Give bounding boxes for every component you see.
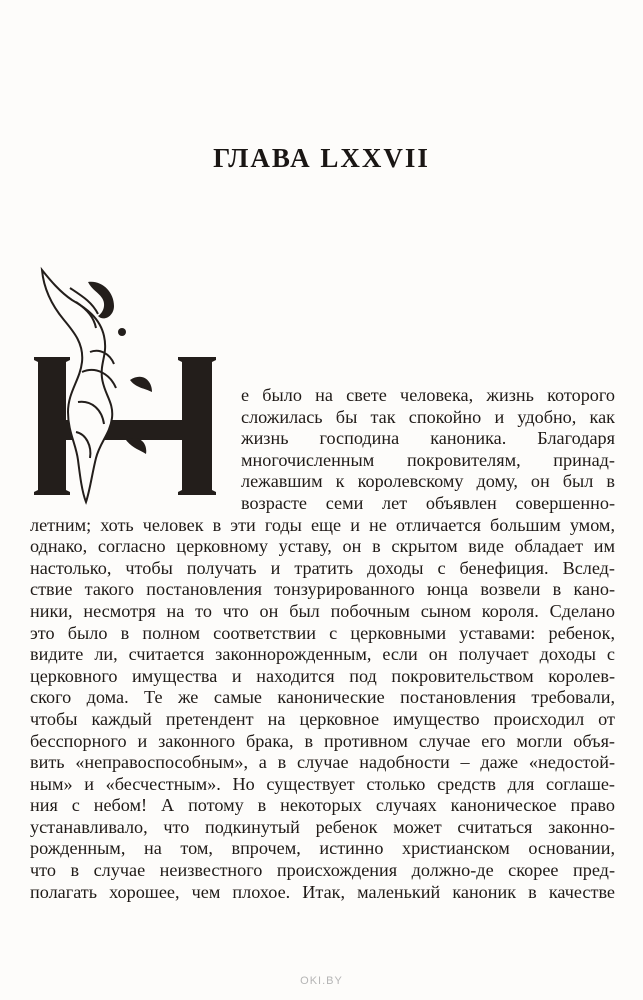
text-line: ния с небом! А потому в некоторых случаях каноническое право [30, 795, 615, 816]
text-line: что в случае неизвестного происхождения должно-де скорее пред- [30, 860, 615, 881]
text-line: многочисленным покровителям, принад- [241, 449, 615, 470]
text-line: е было на свете человека, жизнь которого [241, 385, 615, 405]
text-line: жизнь господина каноника. Благодаря [241, 428, 615, 449]
text-line: бесспорного и законного брака, в противном случае его могли объя- [30, 730, 615, 751]
text-line: это было в полном соответствии с церковными уставами: ребенок, [30, 622, 615, 643]
text-line: ствие такого постановления тонзурированного юнца возвели в кано- [30, 579, 615, 600]
text-line: летним; хоть человек в эти годы еще и не отличается большим умом, [30, 514, 615, 535]
text-line: ники, несмотря на то что он был побочным сыном короля. Сделано [30, 600, 615, 621]
text-line: чтобы каждый претендент на церковное имущество происходил от [30, 708, 615, 729]
watermark: OKI.BY [300, 975, 343, 987]
text-line: однако, согласно церковному уставу, он в скрытом виде обладает им [30, 536, 615, 557]
text-line: устанавливало, что подкинутый ребенок может считаться законно- [30, 816, 615, 837]
text-line: рожденным, на том, впрочем, истинно христианском основании, [30, 838, 615, 859]
text-line: ным» и «бесчестным». Но существует столько средств для соглаше- [30, 773, 615, 794]
text-line: возрасте семи лет объявлен совершенно- [241, 492, 615, 513]
chapter-body [30, 385, 615, 903]
text-line: сложилась бы так спокойно и удобно, как [241, 406, 615, 427]
text-line: церковного имущества и находится под покровительством королев- [30, 665, 615, 686]
text-line: ского дома. Те же самые канонические постановления требовали, [30, 687, 615, 708]
text-line: видите ли, считается законнорожденным, если он получает доходы с [30, 644, 615, 665]
chapter-title: ГЛАВА LXXVII [213, 143, 430, 173]
text-line: полагать хорошее, чем плохое. Итак, маленький каноник в качестве [30, 881, 615, 902]
text-line: вить «неправоспособным», а в случае надобности – даже «недостой- [30, 752, 615, 773]
text-line: настолько, чтобы получать и тратить доходы с бенефиция. Вслед- [30, 557, 615, 578]
text-line: лежавшим к королевскому дому, он был в [241, 471, 615, 492]
